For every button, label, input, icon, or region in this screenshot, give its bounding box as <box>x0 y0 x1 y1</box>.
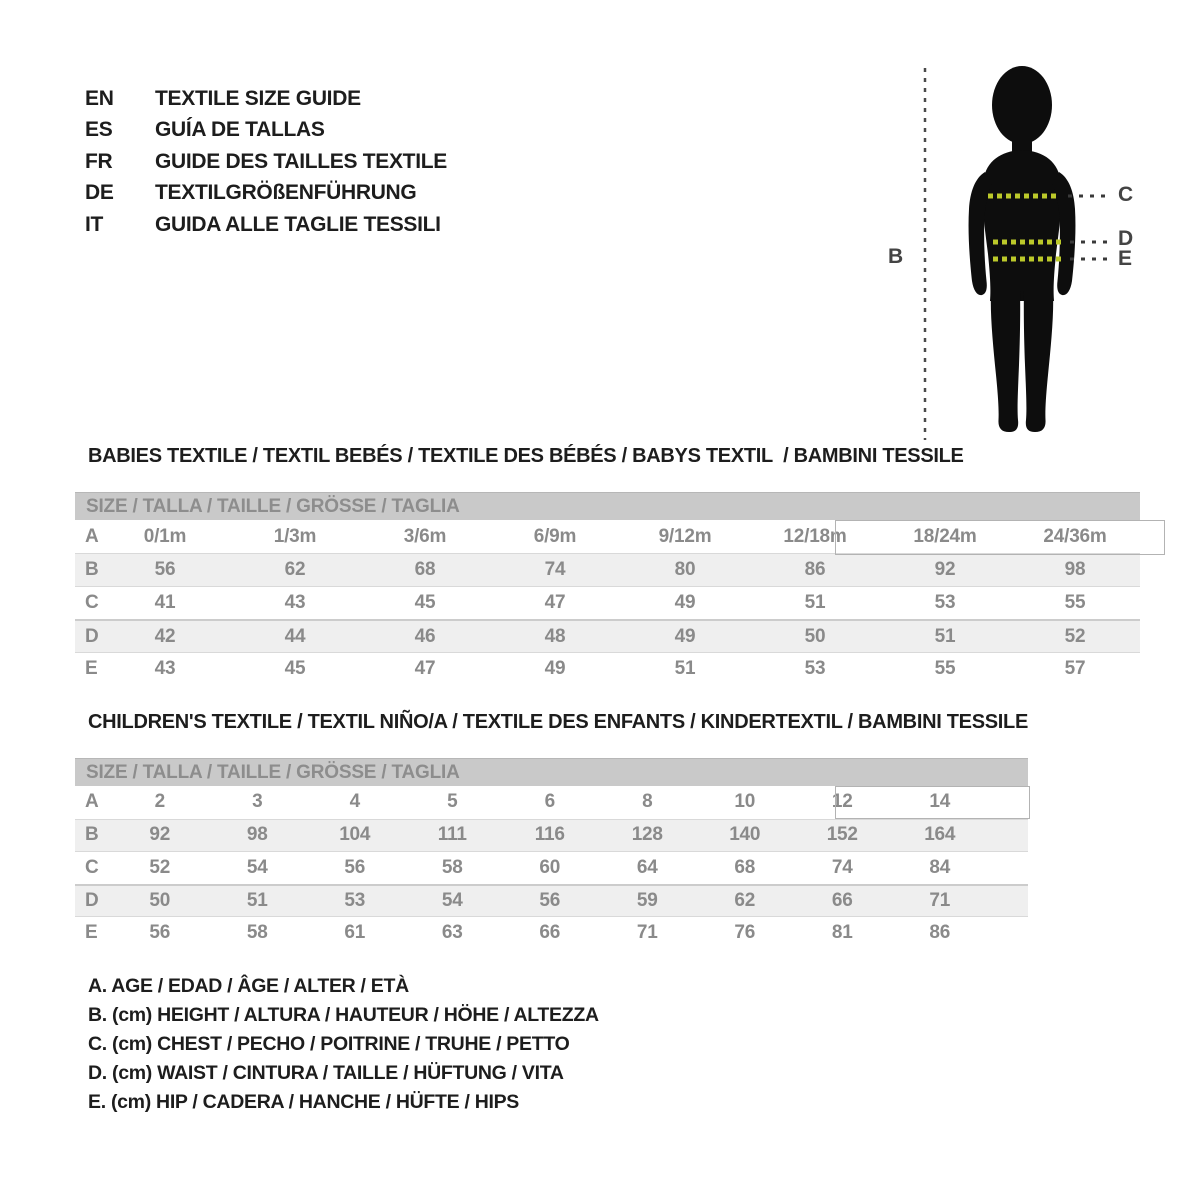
table-cell: 84 <box>929 856 951 878</box>
table-cell: 71 <box>929 889 951 911</box>
table-cell: 54 <box>441 889 463 911</box>
size-table-header: SIZE / TALLA / TAILLE / GRÖSSE / TAGLIA <box>75 758 1028 786</box>
babies-section-title: BABIES TEXTILE / TEXTIL BEBÉS / TEXTILE DES BÉBÉS / BABYS TEXTIL / BAMBINI TESSILE <box>88 445 964 467</box>
table-row-a <box>75 786 1028 819</box>
table-cell: 55 <box>934 658 956 679</box>
table-cell: 45 <box>414 592 436 613</box>
chest-measure-label: C <box>1118 183 1134 206</box>
legend-height: B. (cm) HEIGHT / ALTURA / HAUTEUR / HÖHE / ALTEZZA <box>88 1004 599 1026</box>
table-cell: 56 <box>344 856 366 878</box>
table-cell: 49 <box>674 592 696 613</box>
table-cell: 92 <box>149 824 171 846</box>
table-cell: 74 <box>831 856 853 878</box>
table-cell: 152 <box>826 824 858 846</box>
table-cell: 55 <box>1064 592 1086 613</box>
table-cell: 140 <box>729 824 761 846</box>
table-cell: 80 <box>674 559 696 580</box>
table-cell: 3/6m <box>403 525 447 547</box>
table-cell: 0/1m <box>143 525 187 547</box>
table-cell: 49 <box>544 658 566 679</box>
table-cell: 59 <box>636 889 658 911</box>
table-cell: 62 <box>734 889 756 911</box>
table-cell: 53 <box>804 658 826 679</box>
table-cell: 111 <box>437 824 467 846</box>
table-cell: 51 <box>674 658 696 679</box>
table-cell: 56 <box>539 889 561 911</box>
language-row-fr <box>85 146 447 178</box>
table-cell: 54 <box>246 856 268 878</box>
row-label: B <box>85 824 99 846</box>
table-cell: 46 <box>414 625 436 647</box>
children-section-title: CHILDREN'S TEXTILE / TEXTIL NIÑO/A / TEXTILE DES ENFANTS / KINDERTEXTIL / BAMBINI TESSILE <box>88 711 1028 733</box>
table-row-c <box>75 851 1028 884</box>
table-cell: 61 <box>344 921 366 943</box>
row-label: D <box>85 625 99 647</box>
row-label: A <box>85 525 99 547</box>
row-label: B <box>85 559 99 580</box>
table-cell: 14 <box>929 791 951 813</box>
table-cell: 47 <box>414 658 436 679</box>
table-row-d <box>75 619 1140 652</box>
table-cell: 64 <box>636 856 658 878</box>
language-code: IT <box>85 212 104 236</box>
table-row-e <box>75 652 1140 685</box>
table-cell: 42 <box>154 625 176 647</box>
table-cell: 53 <box>344 889 366 911</box>
table-row-b <box>75 553 1140 586</box>
size-table-header: SIZE / TALLA / TAILLE / GRÖSSE / TAGLIA <box>75 492 1140 520</box>
language-list <box>85 83 447 241</box>
table-cell: 45 <box>284 658 306 679</box>
table-cell: 44 <box>284 625 306 647</box>
table-cell: 98 <box>246 824 268 846</box>
table-cell: 10 <box>734 791 756 813</box>
table-cell: 62 <box>284 559 306 580</box>
table-cell: 43 <box>154 658 176 679</box>
table-cell: 47 <box>544 592 566 613</box>
table-cell: 12 <box>831 791 853 813</box>
legend-hip: E. (cm) HIP / CADERA / HANCHE / HÜFTE / HIPS <box>88 1091 520 1113</box>
language-row-de <box>85 178 447 210</box>
table-cell: 5 <box>447 791 458 813</box>
table-cell: 52 <box>149 856 171 878</box>
table-cell: 6/9m <box>533 525 577 547</box>
row-label: D <box>85 889 99 911</box>
legend-age: A. AGE / EDAD / ÂGE / ALTER / ETÀ <box>88 975 409 997</box>
language-title: GUÍA DE TALLAS <box>155 118 325 142</box>
table-cell: 74 <box>544 559 566 580</box>
table-cell: 56 <box>149 921 171 943</box>
table-cell: 48 <box>544 625 566 647</box>
table-cell: 43 <box>284 592 306 613</box>
measurement-legend <box>88 972 599 1117</box>
babies-size-table <box>75 492 1140 685</box>
measurement-figure <box>860 40 1180 460</box>
table-row-d <box>75 884 1028 917</box>
table-cell: 24/36m <box>1043 525 1107 547</box>
table-cell: 58 <box>441 856 463 878</box>
table-cell: 86 <box>804 559 826 580</box>
table-row-a <box>75 520 1140 553</box>
language-code: FR <box>85 149 113 173</box>
waist-measure-label: D <box>1118 227 1134 250</box>
table-cell: 68 <box>734 856 756 878</box>
table-cell: 71 <box>636 921 658 943</box>
table-cell: 50 <box>149 889 171 911</box>
table-cell: 104 <box>339 824 371 846</box>
table-cell: 81 <box>831 921 853 943</box>
table-cell: 58 <box>246 921 268 943</box>
table-cell: 86 <box>929 921 951 943</box>
table-cell: 51 <box>934 625 956 647</box>
table-cell: 6 <box>544 791 555 813</box>
row-label: C <box>85 592 99 613</box>
table-cell: 41 <box>154 592 176 613</box>
table-cell: 12/18m <box>783 525 847 547</box>
table-cell: 116 <box>534 824 565 846</box>
table-row-c <box>75 586 1140 619</box>
language-title: GUIDA ALLE TAGLIE TESSILI <box>155 212 441 236</box>
table-cell: 52 <box>1064 625 1086 647</box>
table-cell: 76 <box>734 921 756 943</box>
children-table-body <box>75 786 1028 949</box>
table-row-e <box>75 916 1028 949</box>
legend-waist: D. (cm) WAIST / CINTURA / TAILLE / HÜFTUNG / VITA <box>88 1062 564 1084</box>
table-cell: 164 <box>924 824 956 846</box>
table-cell: 92 <box>934 559 956 580</box>
table-cell: 57 <box>1064 658 1086 679</box>
language-row-en <box>85 83 447 115</box>
legend-chest: C. (cm) CHEST / PECHO / POITRINE / TRUHE / PETTO <box>88 1033 570 1055</box>
language-code: DE <box>85 181 114 205</box>
row-label: E <box>85 921 98 943</box>
language-row-it <box>85 209 447 241</box>
table-cell: 63 <box>441 921 463 943</box>
row-label: C <box>85 856 99 878</box>
table-cell: 51 <box>246 889 268 911</box>
language-row-es <box>85 115 447 147</box>
table-cell: 18/24m <box>913 525 977 547</box>
table-cell: 9/12m <box>658 525 712 547</box>
table-cell: 128 <box>631 824 663 846</box>
table-cell: 8 <box>642 791 653 813</box>
table-cell: 3 <box>252 791 263 813</box>
language-title: TEXTILGRÖßENFÜHRUNG <box>155 181 417 205</box>
table-cell: 66 <box>539 921 561 943</box>
table-cell: 53 <box>934 592 956 613</box>
language-title: TEXTILE SIZE GUIDE <box>155 86 361 110</box>
language-code: EN <box>85 86 114 110</box>
hip-measure-label: E <box>1118 247 1133 270</box>
table-cell: 51 <box>804 592 826 613</box>
table-cell: 50 <box>804 625 826 647</box>
table-cell: 66 <box>831 889 853 911</box>
children-size-table <box>75 758 1028 949</box>
table-cell: 1/3m <box>273 525 317 547</box>
table-cell: 56 <box>154 559 176 580</box>
table-row-b <box>75 819 1028 852</box>
table-cell: 2 <box>154 791 165 813</box>
row-label: E <box>85 658 98 679</box>
babies-table-body <box>75 520 1140 685</box>
language-title: GUIDE DES TAILLES TEXTILE <box>155 149 447 173</box>
height-measure-label: B <box>888 245 904 268</box>
row-label: A <box>85 791 99 813</box>
table-cell: 60 <box>539 856 561 878</box>
table-cell: 49 <box>674 625 696 647</box>
table-cell: 98 <box>1064 559 1086 580</box>
table-cell: 4 <box>349 791 360 813</box>
table-cell: 68 <box>414 559 436 580</box>
language-code: ES <box>85 118 113 142</box>
